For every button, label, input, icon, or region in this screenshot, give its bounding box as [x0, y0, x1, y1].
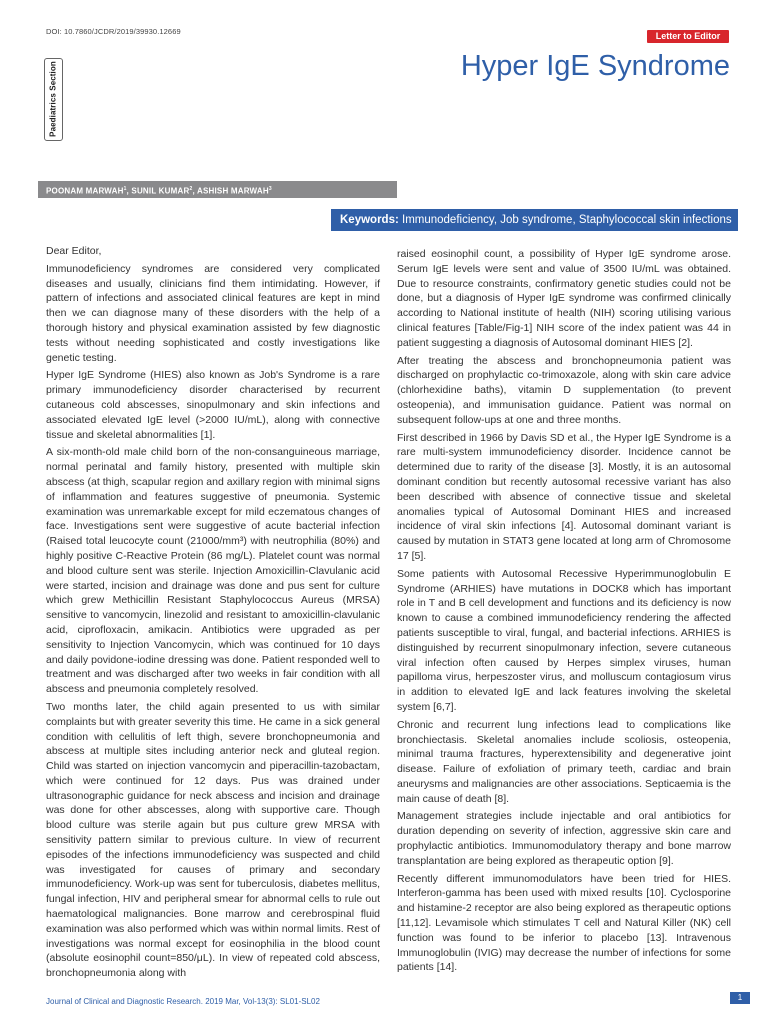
author-separator: , [126, 186, 132, 196]
body-paragraph: Two months later, the child again presented to us with similar complaints but with greater severity this time. He came in a sick general condition with cellulitis of left thigh, severe bronchopneumonia and abscess at multiple sites including anterior neck and gluteal region. Child was started on injection vancomycin and piperacillin-tazobactam, which were continued for 12 days. Pus was drained under ultrasonographic guidance for neck abscess and incision and drainage was done for other abscesses, along with supportive care. Though blood culture was sterile again but pus culture grew MRSA with sensitivity pattern similar to previous culture. In view of recurrent episodes of the infections immunodeficiency was suspected and child was investigated for causes of primary and secondary immunodeficiency. Work-up was sent for tuberculosis, diabetes mellitus, fungal infection, HIV and peripheral smear for abnormal cells to rule out haematological malignancies. Bone marrow and cerebrospinal fluid examination was also performed which was within normal limits. Rest of investigations was normal except for eosinophilia in the blood count (absolute eosinophil count=850/μL). In view of repeated cold abscess, bronchopneumonia along with [46, 700, 381, 980]
journal-footer: Journal of Clinical and Diagnostic Research. 2019 Mar, Vol-13(3): SL01-SL02 [46, 997, 320, 1006]
author-affiliation: 3 [268, 186, 272, 192]
article-title: Hyper IgE Syndrome [460, 50, 730, 82]
keywords-text: Immunodeficiency, Job syndrome, Staphylococcal skin infections [402, 214, 732, 226]
authors-bar [38, 181, 397, 198]
doi: DOI: 10.7860/JCDR/2019/39930.12669 [46, 27, 181, 36]
body-paragraph: After treating the abscess and bronchopneumonia patient was discharged on prophylactic co-trimoxazole, along with skin care advice (chlorhexidine baths), vitamin D supplementation (to prevent osteopenia), and immunisation guidance. Patient was normal on subsequent follow-ups at one and three months. [397, 354, 731, 426]
body-paragraph: raised eosinophil count, a possibility of Hyper IgE syndrome arose. Serum IgE levels were sent and value of 3500 IU/mL was obtained. Due to resource constraints, confirmatory genetic studies could not be done, but a diagnosis of Hyper IgE syndrome was confirmed clinically according to National institute of health (NIH) scoring utilising various clinical features [Table/Fig-1] NIH score of the index patient was 44 in patient suggesting a diagnosis of Autosomal dominant HIES [2]. [397, 248, 731, 349]
author-name: SUNIL KUMAR [131, 186, 190, 196]
left-column [46, 244, 380, 984]
body-paragraph: Some patients with Autosomal Recessive Hyperimmunoglobulin E Syndrome (ARHIES) have mutations in DOCK8 which has important role in T and B cell development and functions and its deficiency is now known to cause a combined immunodeficiency rendering the affected patients susceptible to viral, fungal, and bacterial infections. ARHIES is distinguished by recurrent sinopulmonary infection, severe cutaneous viral infection often caused by Herpes simplex viruses, human papilloma virus, herpeszoster virus, and molluscum contagiosum virus in addition to elevated IgE and lack features involving the skeletal system [6,7]. [397, 567, 731, 713]
author-name: ASHISH MARWAH [197, 186, 269, 196]
keywords-label: Keywords: [340, 214, 399, 226]
body-paragraph: A six-month-old male child born of the non-consanguineous marriage, normal perinatal and family history, presented with multiple skin abscess (at thigh, scapular region and axillary region with minimal signs of inflammation and features suggestive of pneumonia. Systemic examination was unremarkable except for mild eczematous changes of face. Investigations sent were suggestive of acute bacterial infection (Raised total leucocyte count (21000/mm³) with neutrophilia (80%) and highly positive C-Reactive Protein (86 mg/L). Platelet count was normal and blood culture sent was sterile. Injection Amoxicillin-Clavulanic acid were started, incision and drainage was done and pus sent for culture which grew Methicillin Resistant Staphylococcus Aureus (MRSA) sensitive to vancomycin, linezolid and resistant to amoxicillin-clavulanic acid, ciprofloxacin, amikacin. Antibiotics were upgraded as per sensitivity to Injection Vancomycin, which was continued for 10 days and daily povidone-iodine dressing was done. Patient responded well to treatment and was discharged after two weeks in fair condition with all abscess and pneumonia completely resolved. [46, 446, 380, 696]
salutation: Dear Editor, [46, 245, 102, 257]
body-paragraph: Management strategies include injectable and oral antibiotics for duration depending on severity of infection, aggressive skin care and prophylactic antibiotics. Immunomodulatory therapy and bone marrow transplantation are being explored as therapeutic option [9]. [397, 810, 731, 867]
author-name: POONAM MARWAH [46, 186, 124, 196]
author-affiliation: 1 [123, 186, 127, 192]
body-paragraph: Immunodeficiency syndromes are considered very complicated diseases and usually, clinicians find them intimidating. However, if pattern of infections and associated clinical features are kept in mind then we can diagnose many of these disorders with the help of a thorough history and physical examination assisted by few diagnostic tests without needing sophisticated and costly investigations like genetic testing. [46, 262, 380, 364]
body-paragraph: Hyper IgE Syndrome (HIES) also known as Job's Syndrome is a rare primary immunodeficiency disorder characterised by recurrent cutaneous cold abscesses, sinopulmonary and skin infections and associated elevated IgE level (>2000 IU/mL), along with connective tissue and skeletal abnormalities [1]. [46, 369, 380, 441]
page-number: 1 [730, 992, 750, 1004]
section-label: Paediatrics Section [48, 61, 58, 137]
author-separator: , [192, 186, 198, 196]
article-type-badge: Letter to Editor [647, 30, 729, 43]
keywords-bar [331, 209, 738, 231]
body-paragraph: Chronic and recurrent lung infections lead to complications like bronchiectasis. Skeletal anomalies include scoliosis, osteopenia, minimal trauma fractures, hyperextensibility and degenerative joint disease. Failure of exfoliation of primary teeth, cardiac and brain aneurysms and malignancies are other associations. Septicaemia is the main cause of death [8]. [397, 718, 731, 805]
body-paragraph: First described in 1966 by Davis SD et al., the Hyper IgE Syndrome is a rare multi-system immunodeficiency disorder. Incidence cannot be determined due to rarity of the disease [3]. Mostly, it is an autosomal dominant condition but recently autosomal recessive variant has also been described with absence of connective tissue and skeletal anomalies typical of Autosomal Dominant HIES and increased incidence of viral skin infections [4]. Autosomal dominant variant is caused by mutation in STAT3 gene located at long arm of Chromosome 17 [5]. [397, 431, 731, 562]
right-column [397, 247, 731, 978]
author-affiliation: 2 [189, 186, 193, 192]
body-paragraph: Recently different immunomodulators have been tried for HIES. Interferon-gamma has been used with mixed results [10]. Cyclosporine and histamine-2 receptor are also being explored as therapeutic options [11,12]. Levamisole which stimulates T cell and Natural Killer (NK) cell function was found to be inferior to placebo [13]. Intravenous Immunoglobulin (IVIG) may decrease the number of infections for some patients [14]. [397, 872, 731, 974]
